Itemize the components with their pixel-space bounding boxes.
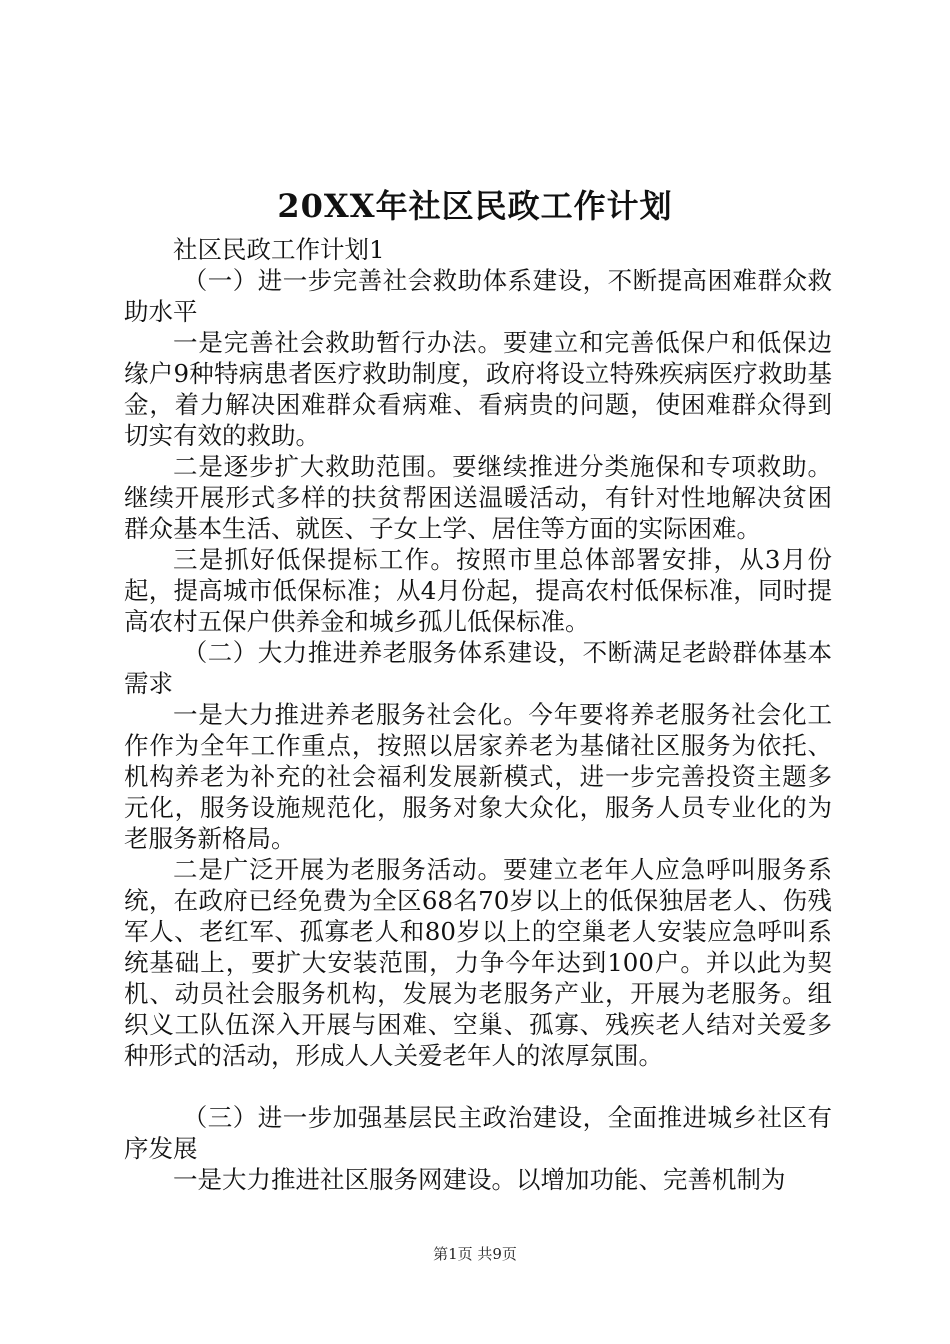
paragraph-section-3-heading: （三）进一步加强基层民主政治建设，全面推进城乡社区有序发展 [124,1103,832,1163]
paragraph-subtitle: 社区民政工作计划1 [173,235,385,264]
document-title: 20XX年社区民政工作计划 [277,187,673,225]
paragraph-section-2-heading: （二）大力推进养老服务体系建设，不断满足老龄群体基本需求 [124,638,832,698]
paragraph: 一是大力推进养老服务社会化。今年要将养老服务社会化工作作为全年工作重点，按照以居家养老为基储社区服务为依托、机构养老为补充的社会福利发展新模式，进一步完善投资主题多元化，服务设施规范化，服务对象大众化，服务人员专业化的为老服务新格局。 [124,700,832,853]
page-number: 第1页 共9页 [433,1245,517,1263]
paragraph: 一是完善社会救助暂行办法。要建立和完善低保户和低保边缘户9种特病患者医疗救助制度，政府将设立特殊疾病医疗救助基金，着力解决困难群众看病难、看病贵的问题，使困难群众得到切实有效的救助。 [124,328,832,450]
paragraph: 三是抓好低保提标工作。按照市里总体部署安排，从3月份起，提高城市低保标准；从4月份起，提高农村低保标准，同时提高农村五保户供养金和城乡孤儿低保标准。 [124,545,832,636]
paragraph-section-1-heading: （一）进一步完善社会救助体系建设，不断提高困难群众救助水平 [124,266,832,326]
blank-line [124,1071,832,1102]
document-body [124,234,832,1195]
paragraph: 二是广泛开展为老服务活动。要建立老年人应急呼叫服务系统，在政府已经免费为全区68名70岁以上的低保独居老人、伤残军人、老红军、孤寡老人和80岁以上的空巢老人安装应急呼叫系统基础上，要扩大安装范围，力争今年达到100户。并以此为契机、动员社会服务机构，发展为老服务产业，开展为老服务。组织义工队伍深入开展与困难、空巢、孤寡、残疾老人结对关爱多种形式的活动，形成人人关爱老年人的浓厚氛围。 [124,855,832,1070]
paragraph: 一是大力推进社区服务网建设。以增加功能、完善机制为 [173,1165,786,1194]
paragraph: 二是逐步扩大救助范围。要继续推进分类施保和专项救助。继续开展形式多样的扶贫帮困送温暖活动，有针对性地解决贫困群众基本生活、就医、子女上学、居住等方面的实际困难。 [124,452,832,543]
